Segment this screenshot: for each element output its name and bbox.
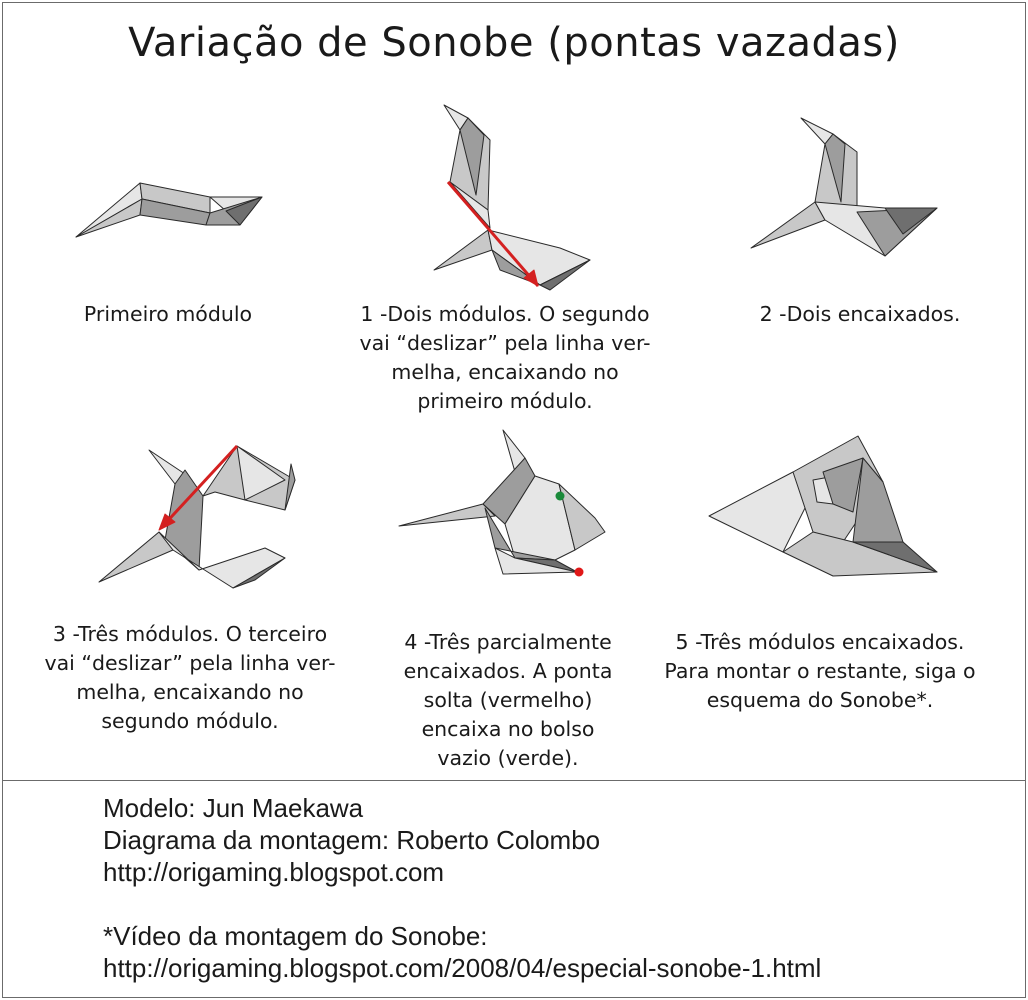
empty-pocket-dot <box>556 492 565 501</box>
figure-step-3 <box>95 440 305 590</box>
figure-step-1 <box>420 100 610 300</box>
credit-video-link[interactable]: http://origaming.blogspot.com/2008/04/especial-sonobe-1.html <box>103 953 822 983</box>
credits-block <box>103 792 821 984</box>
caption-step-1: 1 -Dois módulos. O segundo vai “deslizar” pela linha ver- melha, encaixando no primeiro módulo. <box>359 302 651 413</box>
red-arrow-line <box>448 182 538 286</box>
figure-step-4 <box>395 428 625 588</box>
caption-step-4: 4 -Três parcialmente encaixados. A ponta solta (vermelho) encaixa no bolso vazio (verde). <box>403 630 613 770</box>
credit-video-note: *Vídeo da montagem do Sonobe: <box>103 921 488 951</box>
figure-step-2 <box>745 112 945 262</box>
caption-step-3: 3 -Três módulos. O terceiro vai “deslizar” pela linha ver- melha, encaixando no segundo módulo. <box>44 622 336 733</box>
credit-model: Modelo: Jun Maekawa <box>103 793 364 823</box>
figure-step-5 <box>703 432 943 582</box>
loose-point-dot <box>575 568 584 577</box>
figure-first-module <box>60 165 280 265</box>
caption-step-2: 2 -Dois encaixados. <box>759 302 961 326</box>
caption-step-5: 5 -Três módulos encaixados. Para montar o restante, siga o esquema do Sonobe*. <box>664 630 976 712</box>
caption-first-module: Primeiro módulo <box>83 302 253 326</box>
credit-site-link[interactable]: http://origaming.blogspot.com <box>103 857 445 887</box>
credit-diagram: Diagrama da montagem: Roberto Colombo <box>103 825 601 855</box>
footer-divider <box>2 780 1026 781</box>
page-title: Variação de Sonobe (pontas vazadas) <box>128 20 900 66</box>
